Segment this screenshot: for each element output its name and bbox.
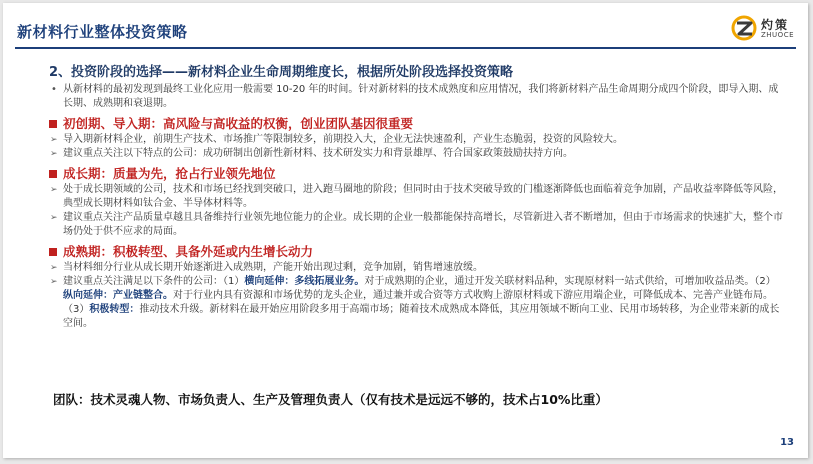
text-run: 对于行业内具有资源和市场优势的龙头企业，通过兼并或合资等方式收购上游原材料或下游应用端企业，可降低成本、完善产业链布局。（3） — [63, 290, 773, 315]
stage-heading-growth — [49, 166, 784, 182]
arrow-bullet-icon: ➢ — [50, 135, 58, 145]
slide — [3, 3, 808, 458]
list-item-text — [63, 276, 779, 329]
logo-icon — [731, 15, 757, 41]
list-item — [49, 275, 784, 331]
page-title: 新材料行业整体投资策略 — [17, 23, 188, 41]
list-item — [49, 133, 784, 147]
emphasis-horizontal: 横向延伸：多线拓展业务。 — [244, 276, 365, 287]
stage-heading-text: 初创期、导入期：高风险与高收益的权衡，创业团队基因很重要 — [63, 116, 414, 131]
red-square-icon — [49, 248, 57, 256]
text-run: 建议重点关注满足以下条件的公司：（1） — [63, 276, 245, 287]
red-square-icon — [49, 170, 57, 178]
logo-text-cn: 灼策 — [761, 18, 790, 32]
list-item-text: 建议重点关注以下特点的公司：成功研制出创新性新材料、技术研发实力和背景雄厚、符合国家政策鼓励扶持方向。 — [63, 148, 573, 159]
list-item-text: 当材料细分行业从成长期开始逐渐进入成熟期，产能开始出现过剩，竞争加剧，销售增速放缓。 — [63, 262, 483, 273]
header — [3, 3, 808, 49]
arrow-bullet-icon: ➢ — [50, 149, 58, 159]
list-item — [49, 211, 784, 239]
arrow-bullet-icon: ➢ — [50, 185, 58, 195]
team-note: 团队：技术灵魂人物、市场负责人、生产及管理负责人（仅有技术是远远不够的，技术占10%比重） — [53, 392, 608, 407]
arrow-bullet-icon: ➢ — [50, 213, 58, 223]
stage-heading-text: 成长期：质量为先，抢占行业领先地位 — [63, 166, 276, 181]
list-item-text: 建议重点关注产品质量卓越且具备维持行业领先地位能力的企业。成长期的企业一般都能保持高增长，尽管新进入者不断增加，但由于市场需求的快速扩大，整个市场仍处于供不应求的局面。 — [63, 212, 783, 237]
stage-heading-text: 成熟期：积极转型、具备外延或内生增长动力 — [63, 244, 314, 259]
logo-text-en: ZHUOCE — [761, 31, 795, 39]
list-item-text: 导入期新材料企业，前期生产技术、市场推广等限制较多，前期投入大，企业无法快速盈利，产业生态脆弱，投资的风险较大。 — [63, 134, 623, 145]
main-content — [49, 61, 784, 331]
list-item — [49, 183, 784, 211]
arrow-bullet-icon: ➢ — [50, 263, 58, 273]
logo — [731, 15, 801, 43]
text-run: 对于成熟期的企业，通过开发关联材料品种，实现原材料一站式供给，可增加收益品类。（2） — [364, 276, 776, 287]
section-heading: 2、投资阶段的选择——新材料企业生命周期维度长，根据所处阶段选择投资策略 — [49, 65, 514, 80]
emphasis-transform: 积极转型： — [89, 304, 140, 315]
arrow-bullet-icon: ➢ — [50, 277, 58, 287]
text-run: 推动技术升级。新材料在最开始应用阶段多用于高端市场；随着技术成熟成本降低，其应用领域不断向工业、民用市场转移，为企业带来新的成长空间。 — [63, 304, 780, 329]
header-divider — [15, 47, 796, 49]
stage-heading-startup — [49, 116, 784, 132]
intro-paragraph — [49, 83, 784, 111]
list-item-text: 处于成长期领域的公司，技术和市场已经找到突破口，进入跑马圈地的阶段；但同时由于技术突破导致的门槛逐渐降低也面临着竞争加剧，产品收益率降低等风险，典型成长期材料如钛合金、半导体材料等。 — [63, 184, 783, 209]
list-item — [49, 147, 784, 161]
page-number: 13 — [780, 437, 794, 448]
emphasis-vertical: 纵向延伸：产业链整合。 — [63, 290, 173, 301]
list-item — [49, 261, 784, 275]
red-square-icon — [49, 120, 57, 128]
intro-text: 从新材料的最初发现到最终工业化应用一般需要 10-20 年的时间。针对新材料的技术成熟度和应用情况，我们将新材料产品生命周期分成四个阶段，即导入期、成长期、成熟期和衰退期。 — [63, 84, 779, 109]
stage-heading-mature — [49, 244, 784, 260]
bullet-dot-icon: • — [51, 84, 57, 95]
